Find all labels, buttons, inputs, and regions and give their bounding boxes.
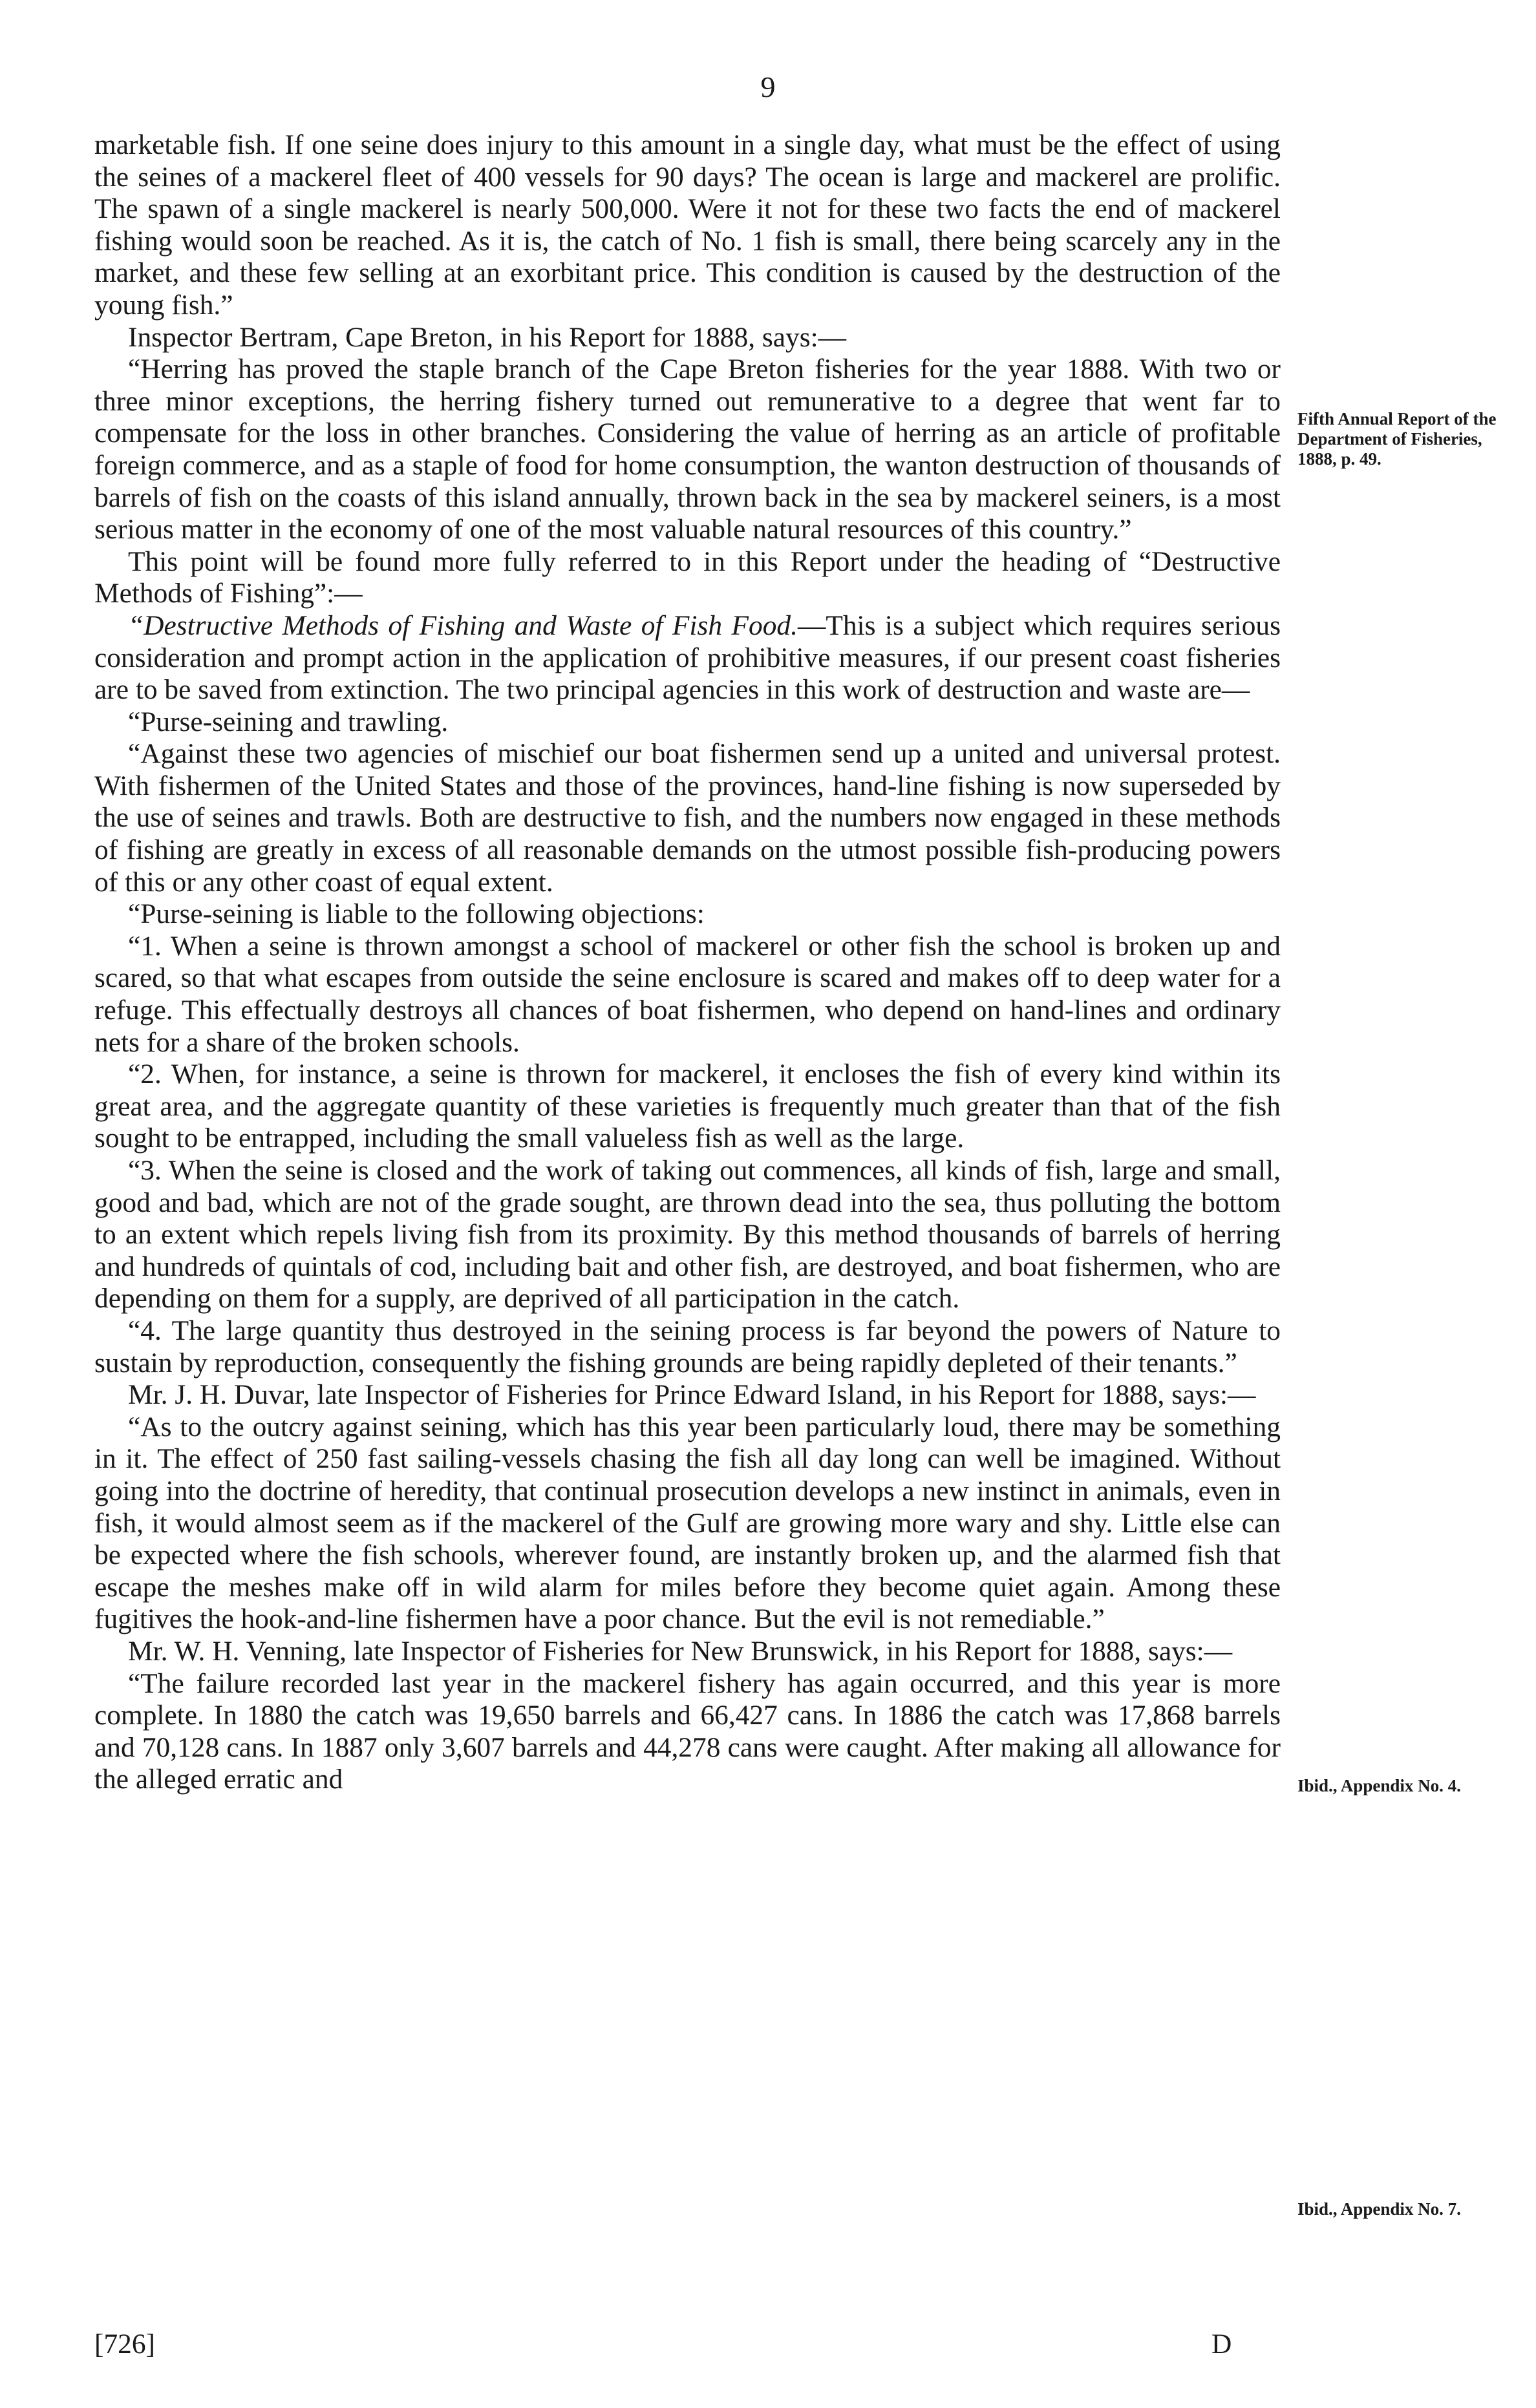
main-text: [94, 129, 1281, 1796]
paragraph-3: “Herring has proved the staple branch of the Cape Breton fisheries for the year 1888. With two or three minor exceptions, the herring fishery turned out remunerative to a degree that went far to compensate for the loss in other branches. Considering the value of herring as an article of profitable foreign commerce, and as a staple of food for home consumption, the wanton destruction of thousands of barrels of fish on the coasts of this island annually, thrown back in the sea by mackerel seiners, is a most serious matter in the economy of one of the most valuable natural resources of this country.”: [94, 354, 1281, 545]
paragraph-1: marketable fish. If one seine does injury to this amount in a single day, what must be the effect of using the seines of a mackerel fleet of 400 vessels for 90 days? The ocean is large and mackerel are prolific. The spawn of a single mackerel is nearly 500,000. Were it not for these two facts the end of mackerel fishing would soon be reached. As it is, the catch of No. 1 fish is small, there being scarcely any in the market, and these few selling at an exorbitant price. This condition is caused by the destruction of the young fish.”: [94, 129, 1281, 321]
paragraph-13: Mr. J. H. Duvar, late Inspector of Fisheries for Prince Edward Island, in his Report for 1888, says:—: [128, 1379, 1256, 1411]
paragraph-2: Inspector Bertram, Cape Breton, in his Report for 1888, says:—: [128, 321, 847, 353]
paragraph-12: “4. The large quantity thus destroyed in the seining process is far beyond the powers of Nature to sustain by reproduction, consequently the fishing grounds are being rapidly depleted of their tenants.”: [94, 1315, 1281, 1378]
paragraph-15: Mr. W. H. Venning, late Inspector of Fisheries for New Brunswick, in his Report for 1888, says:—: [128, 1635, 1233, 1667]
page-footer: [94, 2328, 1281, 2367]
paragraph-14: “As to the outcry against seining, which has this year been particularly loud, there may be something in it. The effect of 250 fast sailing-vessels chasing the fish all day long can well be imagined. Without going into the doctrine of heredity, that continual prosecution develops a new instinct in animals, even in fish, it would almost seem as if the mackerel of the Gulf are growing more wary and shy. Little else can be expected where the fish schools, wherever found, are instantly broken up, and the alarmed fish that escape the meshes make off in wild alarm for miles before they become quiet again. Among these fugitives the hook-and-line fishermen have a poor chance. But the evil is not remediable.”: [94, 1411, 1281, 1635]
page-number: 9: [760, 70, 776, 103]
paragraph-9: “1. When a seine is thrown amongst a school of mackerel or other fish the school is broken up and scared, so that what escapes from outside the seine enclosure is scared and makes off to deep water for a refuge. This effectually destroys all chances of boat fishermen, who depend on hand-lines and ordinary nets for a share of the broken schools.: [94, 930, 1281, 1058]
paragraph-5-body: —This is a subject which requires serious consideration and prompt action in the application of prohibitive measures, if our present coast fisheries are to be saved from extinction. The two principal agencies in this work of destruction and waste are—: [94, 609, 1281, 706]
paragraph-11: “3. When the seine is closed and the work of taking out commences, all kinds of fish, large and small, good and bad, which are not of the grade sought, are thrown dead into the sea, thus polluting the bottom to an extent which repels living fish from its proximity. By this method thousands of barrels of herring and hundreds of quintals of cod, including bait and other fish, are destroyed, and boat fishermen, who are depending on them for a supply, are deprived of all participation in the catch.: [94, 1155, 1281, 1315]
signature-mark: [726]: [94, 2329, 155, 2360]
paragraph-5: [94, 610, 1281, 706]
margin-note-appendix-4: Ibid., Appendix No. 4.: [1297, 1776, 1461, 1795]
paragraph-8: “Purse-seining is liable to the following objections:: [128, 898, 705, 930]
paragraph-5-heading: “Destructive Methods of Fishing and Waste of Fish Food.: [128, 609, 798, 641]
margin-note-appendix-7: Ibid., Appendix No. 7.: [1297, 2199, 1461, 2219]
paragraph-16: “The failure recorded last year in the mackerel fishery has again occurred, and this year is more complete. In 1880 the catch was 19,650 barrels and 66,427 cans. In 1886 the catch was 17,868 barrels and 70,128 cans. In 1887 only 3,607 barrels and 44,278 cans were caught. After making all allowance for the alleged erratic and: [94, 1667, 1281, 1795]
margin-note-fifth-annual-report: Fifth Annual Report of the Department of Fisheries, 1888, p. 49.: [1297, 409, 1497, 469]
paragraph-7: “Against these two agencies of mischief our boat fishermen send up a united and universal protest. With fishermen of the United States and those of the provinces, hand-line fishing is now superseded by the use of seines and trawls. Both are destructive to fish, and the numbers now engaged in these methods of fishing are greatly in excess of all reasonable demands on the utmost possible fish-producing powers of this or any other coast of equal extent.: [94, 738, 1281, 898]
paragraph-10: “2. When, for instance, a seine is thrown for mackerel, it encloses the fish of every kind within its great area, and the aggregate quantity of these varieties is frequently much greater than that of the fish sought to be entrapped, including the small valueless fish as well as the large.: [94, 1059, 1281, 1154]
sheet-letter: D: [1211, 2329, 1232, 2360]
paragraph-4: This point will be found more fully referred to in this Report under the heading of “Destructive Methods of Fishing”:—: [94, 545, 1281, 609]
paragraph-6: “Purse-seining and trawling.: [128, 706, 449, 737]
